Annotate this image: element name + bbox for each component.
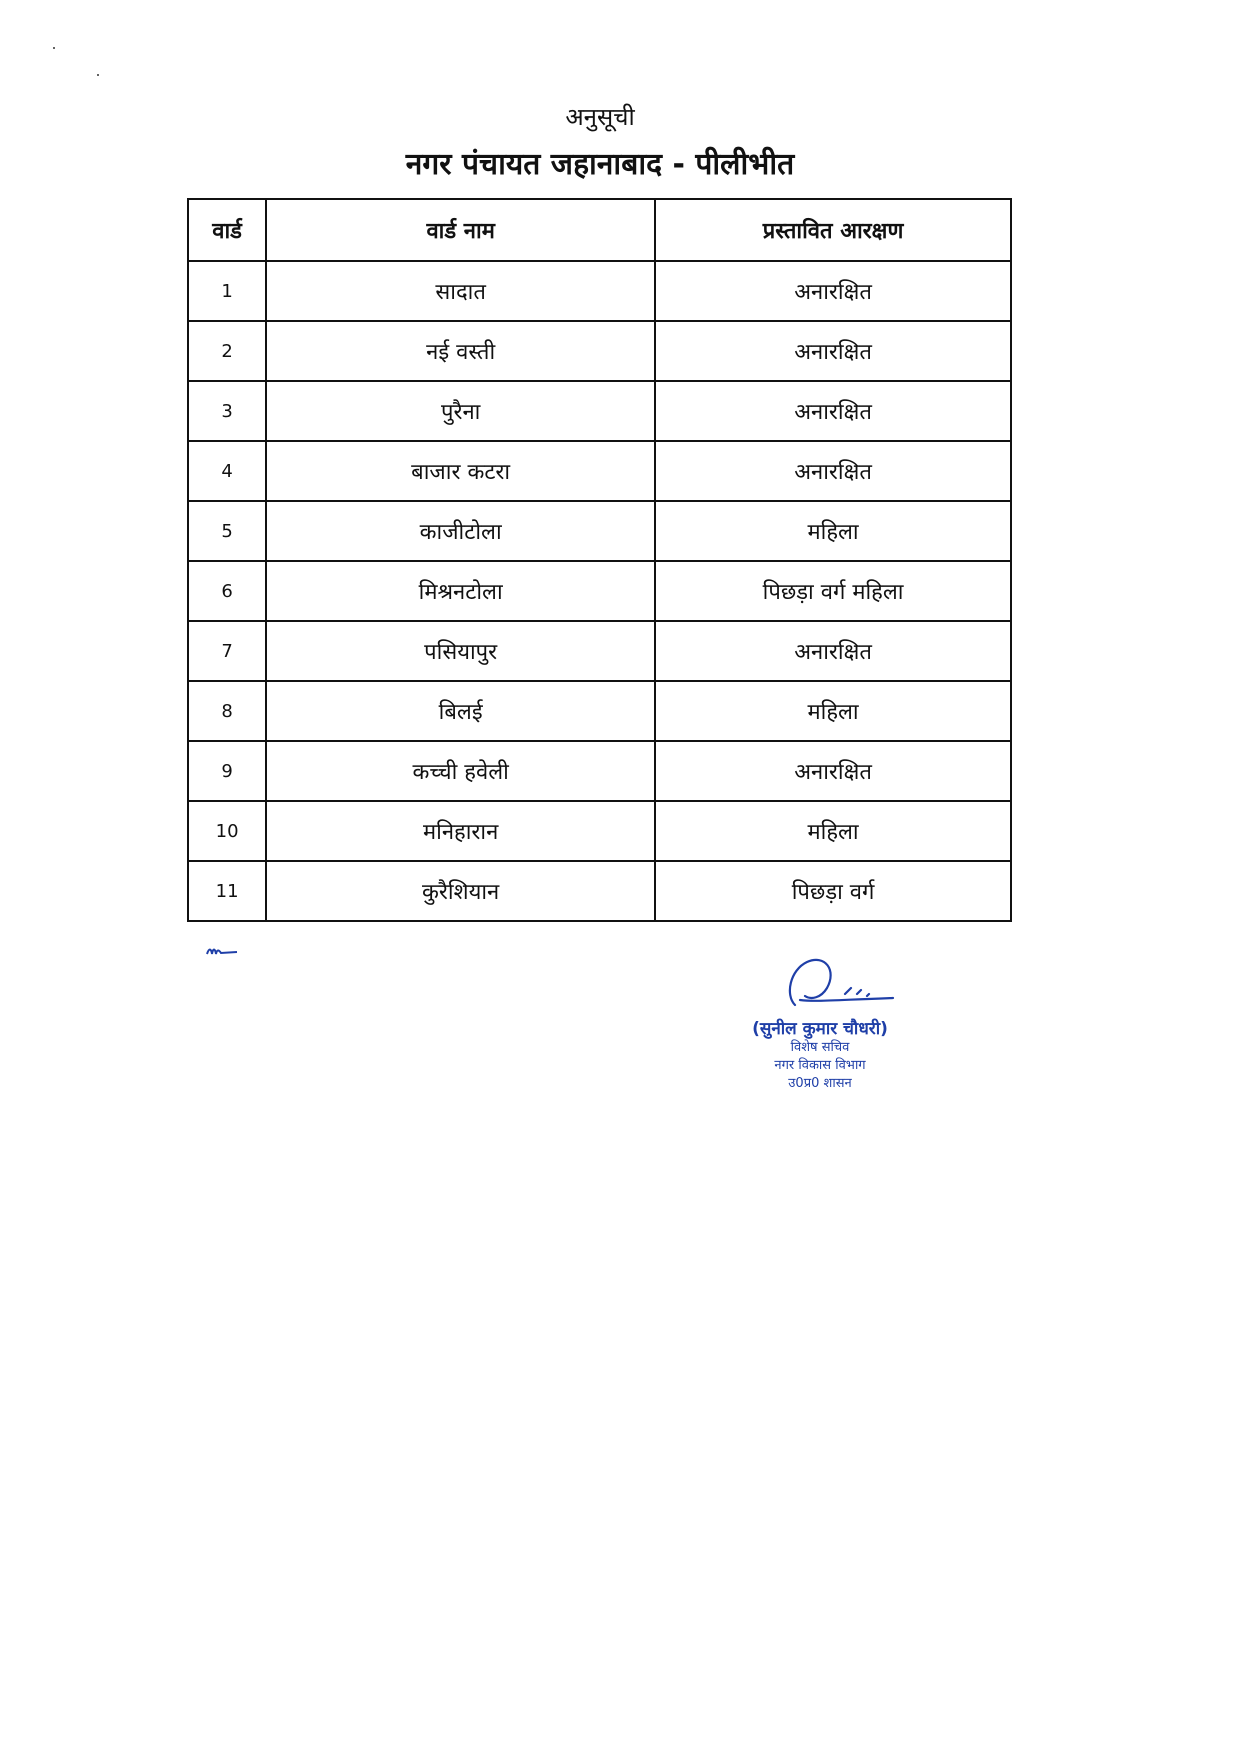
ward-reservation: महिला xyxy=(655,801,1011,861)
ward-name: मनिहारान xyxy=(266,801,655,861)
ward-number: 5 xyxy=(188,501,266,561)
ward-name: बाजार कटरा xyxy=(266,441,655,501)
reservation-table xyxy=(187,198,1012,922)
signatory-government: उ0प्र0 शासन xyxy=(788,1076,852,1091)
table-row xyxy=(188,501,1011,561)
ward-reservation: पिछड़ा वर्ग xyxy=(655,861,1011,921)
table-row xyxy=(188,681,1011,741)
ward-reservation: अनारक्षित xyxy=(655,741,1011,801)
ward-reservation: अनारक्षित xyxy=(655,261,1011,321)
signatory-name: (सुनील कुमार चौधरी) xyxy=(752,1019,888,1039)
ward-number: 3 xyxy=(188,381,266,441)
ward-name: काजीटोला xyxy=(266,501,655,561)
ward-reservation: अनारक्षित xyxy=(655,621,1011,681)
ward-number: 1 xyxy=(188,261,266,321)
table-row xyxy=(188,321,1011,381)
signature-scribble-icon xyxy=(745,950,895,1012)
header-proposed-reservation: प्रस्तावित आरक्षण xyxy=(655,199,1011,261)
ward-reservation: अनारक्षित xyxy=(655,321,1011,381)
table-row xyxy=(188,861,1011,921)
ward-name: नई वस्ती xyxy=(266,321,655,381)
ward-name: पुरैना xyxy=(266,381,655,441)
table-row xyxy=(188,621,1011,681)
ward-name: सादात xyxy=(266,261,655,321)
ward-reservation: अनारक्षित xyxy=(655,381,1011,441)
table-row xyxy=(188,801,1011,861)
ward-number: 11 xyxy=(188,861,266,921)
ward-name: मिश्रनटोला xyxy=(266,561,655,621)
document-title: नगर पंचायत जहानाबाद - पीलीभीत xyxy=(405,147,795,182)
header-ward: वार्ड xyxy=(188,199,266,261)
ward-reservation: अनारक्षित xyxy=(655,441,1011,501)
table-row xyxy=(188,381,1011,441)
schedule-subtitle: अनुसूची xyxy=(565,103,635,131)
ward-name: कुरैशियान xyxy=(266,861,655,921)
header-ward-name: वार्ड नाम xyxy=(266,199,655,261)
table-row xyxy=(188,741,1011,801)
table-row xyxy=(188,261,1011,321)
ward-number: 4 xyxy=(188,441,266,501)
signature-block xyxy=(720,950,920,1093)
ward-reservation: महिला xyxy=(655,681,1011,741)
ward-name: बिलई xyxy=(266,681,655,741)
scan-speck xyxy=(97,74,99,76)
ward-name: पसियापुर xyxy=(266,621,655,681)
ward-number: 7 xyxy=(188,621,266,681)
ward-number: 6 xyxy=(188,561,266,621)
table-row xyxy=(188,561,1011,621)
table-header-row xyxy=(188,199,1011,261)
ward-number: 8 xyxy=(188,681,266,741)
ward-name: कच्ची हवेली xyxy=(266,741,655,801)
ward-number: 2 xyxy=(188,321,266,381)
initial-mark-icon xyxy=(205,945,239,959)
ward-number: 10 xyxy=(188,801,266,861)
scan-speck xyxy=(53,47,55,49)
ward-number: 9 xyxy=(188,741,266,801)
ward-reservation: महिला xyxy=(655,501,1011,561)
signatory-department: नगर विकास विभाग xyxy=(774,1058,866,1073)
table-row xyxy=(188,441,1011,501)
ward-reservation: पिछड़ा वर्ग महिला xyxy=(655,561,1011,621)
signatory-designation: विशेष सचिव xyxy=(790,1040,850,1055)
